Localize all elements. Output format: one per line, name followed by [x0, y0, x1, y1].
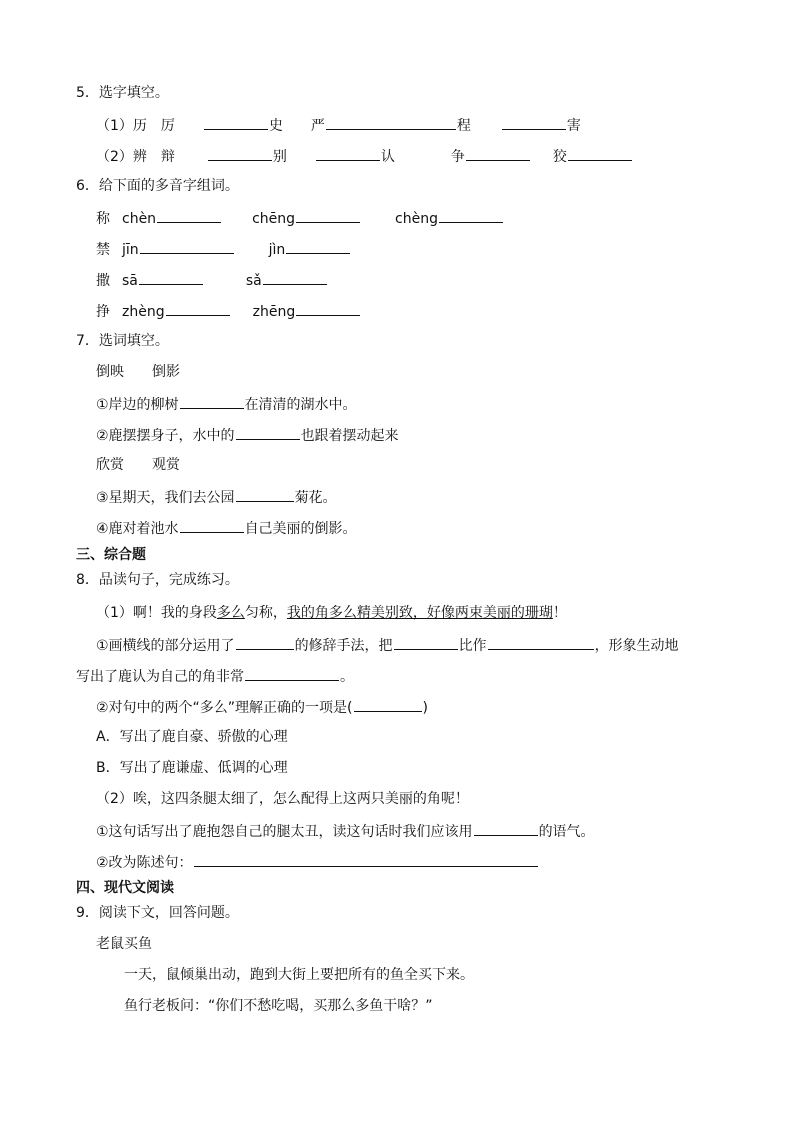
q6-pinyin: zhèng	[122, 304, 165, 320]
q8-p1-a: （1）啊！我的身段	[96, 605, 217, 621]
q7-s2-blank[interactable]	[236, 424, 300, 440]
q8-p1-c: 匀称，	[244, 605, 287, 621]
q6-pinyin: chèng	[395, 211, 438, 227]
q6-blank[interactable]	[286, 238, 350, 254]
q5-r2-d: 狡	[552, 149, 567, 165]
q8-sub-item-1	[96, 820, 595, 840]
q8-item-1-cont	[76, 665, 354, 685]
q5-title: 5．选字填空。	[76, 85, 169, 101]
q6-blank[interactable]	[296, 300, 360, 316]
q8-i1-d: ，形象生动地	[594, 638, 679, 654]
q6-pinyin: chēng	[252, 211, 296, 227]
q6-pinyin: sā	[122, 273, 138, 289]
q8-item-1	[96, 634, 679, 654]
q7-s1-blank[interactable]	[180, 393, 244, 409]
q6-row-zheng	[96, 300, 361, 320]
q6-blank[interactable]	[296, 207, 360, 223]
q6-pinyin: jìn	[268, 242, 286, 258]
q6-row-sa	[96, 269, 328, 289]
q8-i2-a: ②对句中的两个“多么”理解正确的一项是(	[96, 700, 353, 716]
q7-s4-pre: ④鹿对着池水	[96, 521, 179, 537]
q7-word-group-1: 倒映 倒影	[96, 364, 180, 380]
q6-blank[interactable]	[140, 238, 234, 254]
q5-row-1	[96, 114, 581, 134]
q5-r1-d: 害	[566, 118, 581, 134]
q5-r1-c: 程	[456, 118, 471, 134]
q8-i1-c: 比作	[458, 638, 487, 654]
q7-s2-post: 也跟着摆动起来	[300, 428, 399, 444]
q8-option-a: A．写出了鹿自豪、骄傲的心理	[96, 729, 288, 745]
q6-title: 6．给下面的多音字组词。	[76, 178, 239, 194]
q5-r1-blank-a[interactable]	[204, 114, 268, 130]
q5-row-2	[96, 145, 633, 165]
q8-i1-blank-1[interactable]	[236, 634, 294, 650]
q6-blank[interactable]	[139, 269, 203, 285]
q6-row-jin	[96, 238, 351, 258]
q7-s3-blank[interactable]	[236, 486, 294, 502]
q5-r2-label: （2）辨 辩	[96, 149, 175, 165]
q6-char: 挣	[96, 304, 110, 320]
q5-r2-blank-a[interactable]	[208, 145, 272, 161]
q8-option-b: B．写出了鹿谦虚、低调的心理	[96, 760, 288, 776]
q8-j1-a: ①这句话写出了鹿抱怨自己的腿太丑，读这句话时我们应该用	[96, 824, 473, 840]
q8-i1b-a: 写出了鹿认为自己的角非常	[76, 669, 244, 685]
q8-p1-underlined-duome: 多么	[216, 605, 245, 621]
q9-title: 9．阅读下文，回答问题。	[76, 905, 239, 921]
q8-i2-answer-blank[interactable]	[354, 696, 422, 712]
q7-sentence-4	[96, 517, 357, 537]
q7-word-group-2: 欣赏 观赏	[96, 457, 180, 473]
q6-row-chen	[96, 207, 504, 227]
q8-j2-a: ②改为陈述句：	[96, 855, 193, 871]
q6-blank[interactable]	[439, 207, 503, 223]
q5-r1-label: （1）历 厉	[96, 118, 175, 134]
q5-r1-b: 严	[310, 118, 325, 134]
q5-r2-c: 争	[450, 149, 465, 165]
q7-sentence-2	[96, 424, 399, 444]
q5-r1-blank-b[interactable]	[326, 114, 456, 130]
q9-paragraph-1: 一天，鼠倾巢出动，跑到大街上要把所有的鱼全买下来。	[124, 967, 474, 983]
q6-pinyin: zhēng	[252, 304, 296, 320]
q8-i1b-b: 。	[340, 669, 354, 685]
q5-r1-blank-d[interactable]	[502, 114, 566, 130]
q8-i1-a: ①画横线的部分运用了	[96, 638, 235, 654]
q8-title: 8．品读句子，完成练习。	[76, 572, 239, 588]
section-3-heading: 三、综合题	[76, 547, 146, 563]
q7-s3-post: 菊花。	[294, 490, 337, 506]
q8-p1-e: ！	[552, 605, 567, 621]
q6-pinyin: jīn	[122, 242, 139, 258]
q6-char: 称	[96, 211, 110, 227]
q8-i1-blank-3[interactable]	[488, 634, 594, 650]
q8-i1-blank-2[interactable]	[394, 634, 458, 650]
q8-i2-b: )	[422, 700, 428, 716]
q6-pinyin: chèn	[122, 211, 157, 227]
q6-char: 禁	[96, 242, 110, 258]
q8-j1-b: 的语气。	[538, 824, 595, 840]
q7-sentence-3	[96, 486, 337, 506]
q7-s4-post: 自己美丽的倒影。	[244, 521, 357, 537]
q8-p1-underlined-sentence: 我的角多么精美别致，好像两束美丽的珊瑚	[286, 605, 553, 621]
q8-item-2	[96, 696, 428, 716]
q8-j2-blank[interactable]	[194, 851, 538, 867]
q8-sub-item-2	[96, 851, 539, 871]
q5-r1-a: 史	[268, 118, 283, 134]
q5-r2-blank-d[interactable]	[568, 145, 632, 161]
q8-i1b-blank[interactable]	[245, 665, 339, 681]
q5-r2-blank-b[interactable]	[316, 145, 380, 161]
q6-blank[interactable]	[157, 207, 221, 223]
q5-r2-a: 别	[272, 149, 287, 165]
q7-s3-pre: ③星期天，我们去公园	[96, 490, 235, 506]
q5-r2-blank-c[interactable]	[466, 145, 530, 161]
q8-i1-b: 的修辞手法，把	[294, 638, 393, 654]
q6-blank[interactable]	[166, 300, 230, 316]
q7-s2-pre: ②鹿摆摆身子，水中的	[96, 428, 235, 444]
q9-story-title: 老鼠买鱼	[96, 936, 152, 952]
section-4-heading: 四、现代文阅读	[76, 880, 174, 896]
q6-pinyin: sǎ	[245, 273, 262, 289]
q6-blank[interactable]	[263, 269, 327, 285]
q6-char: 撒	[96, 273, 110, 289]
q7-sentence-1	[96, 393, 357, 413]
q8-passage-1	[96, 603, 567, 623]
q7-s4-blank[interactable]	[180, 517, 244, 533]
q7-s1-post: 在清清的湖水中。	[244, 397, 357, 413]
q7-title: 7．选词填空。	[76, 333, 169, 349]
q8-j1-blank[interactable]	[474, 820, 538, 836]
q5-r2-b: 认	[380, 149, 395, 165]
q9-paragraph-2: 鱼行老板问：“你们不愁吃喝，买那么多鱼干啥？”	[124, 998, 433, 1014]
q8-passage-2: （2）唉，这四条腿太细了，怎么配得上这两只美丽的角呢！	[96, 791, 469, 807]
q7-s1-pre: ①岸边的柳树	[96, 397, 179, 413]
